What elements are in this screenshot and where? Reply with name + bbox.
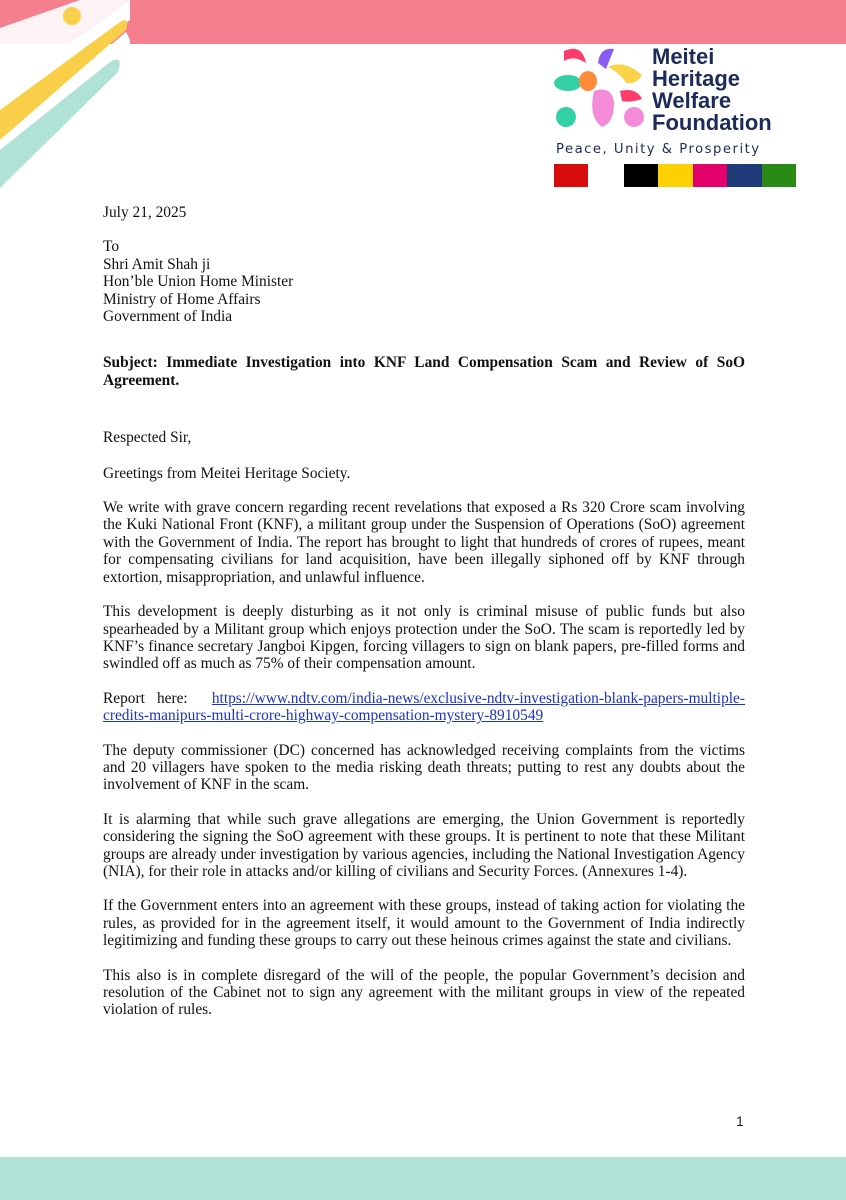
footer-band (0, 1157, 846, 1200)
paragraph-3: The deputy commissioner (DC) concerned has acknowledged receiving complaints from the victims and 20 villagers have spoken to the media risking death threats; putting to rest any doubts about the involvement of KNF in the scam. (103, 741, 745, 794)
letter-body (103, 200, 745, 1019)
organization-name (652, 46, 832, 134)
paragraph-5: If the Government enters into an agreement with these groups, instead of taking action for violating the rules, as provided for in the agreement itself, it would amount to the Government of India indirectly legitimizing and funding these groups to carry out these heinous crimes against the state and civilians. (103, 897, 745, 950)
address-line: Hon’ble Union Home Minister (103, 273, 294, 291)
org-name-line: Foundation (652, 110, 772, 135)
swatch (762, 164, 796, 187)
paragraph-4: It is alarming that while such grave allegations are emerging, the Union Government is reportedly considering the signing the SoO agreement with these groups. It is pertinent to note that these Militant groups are already under investigation by various agencies, including the National Investigation Agency (NIA), for their role in attacks and/or killing of civilians and Security Forces. (Annexures 1-4). (103, 810, 745, 880)
swatch (588, 164, 624, 187)
letter-subject: Subject: Immediate Investigation into KNF Land Compensation Scam and Review of SoO Agreement. (103, 354, 745, 389)
swatch (624, 164, 658, 187)
swatch (693, 164, 727, 187)
swatch (658, 164, 693, 187)
address-line: Shri Amit Shah ji (103, 255, 211, 273)
report-label: Report here: (103, 689, 188, 707)
paragraph-2: This development is deeply disturbing as it not only is criminal misuse of public funds but also spearheaded by a Militant group which enjoys protection under the SoO. The scam is reportedly led by KNF’s finance secretary Jangboi Kipgen, forcing villagers to sign on blank papers, pre-filled forms and swindled off as much as 75% of their compensation amount. (103, 603, 745, 673)
address-line: Ministry of Home Affairs (103, 290, 261, 308)
report-link[interactable]: https://www.ndtv.com/india-news/exclusive-ndtv-investigation-blank-papers-multiple-credits-manipurs-multi-crore-highway-compensation-mystery-8910549 (103, 689, 745, 725)
org-name-line: Meitei (652, 44, 715, 69)
org-name-line: Welfare (652, 88, 732, 113)
page-number: 1 (736, 1113, 744, 1129)
report-reference (103, 690, 745, 725)
letter-date: July 21, 2025 (103, 204, 187, 221)
paragraph-6: This also is in complete disregard of the will of the people, the popular Government’s decision and resolution of the Cabinet not to sign any agreement with the militant groups in view of the repeated violation of rules. (103, 966, 745, 1019)
tagline: Peace, Unity & Prosperity (556, 142, 761, 157)
org-name-line: Heritage (652, 66, 741, 91)
logo-icon (552, 45, 644, 133)
paragraph-1: We write with grave concern regarding recent revelations that exposed a Rs 320 Crore scam involving the Kuki National Front (KNF), a militant group under the Suspension of Operations (SoO) agreement with the Government of India. The report has brought to light that hundreds of crores of rupees, meant for compensating civilians for land acquisition, have been illegally siphoned off by KNF through extortion, misappropriation, and unlawful influence. (103, 499, 745, 586)
swatch (727, 164, 762, 187)
greeting: Greetings from Meitei Heritage Society. (103, 464, 351, 482)
address-line: To (103, 238, 120, 256)
recipient-address (103, 238, 745, 325)
salutation: Respected Sir, (103, 429, 192, 447)
corner-decoration (0, 0, 130, 200)
swatch (554, 164, 588, 187)
address-line: Government of India (103, 308, 233, 326)
color-swatches (554, 164, 796, 187)
